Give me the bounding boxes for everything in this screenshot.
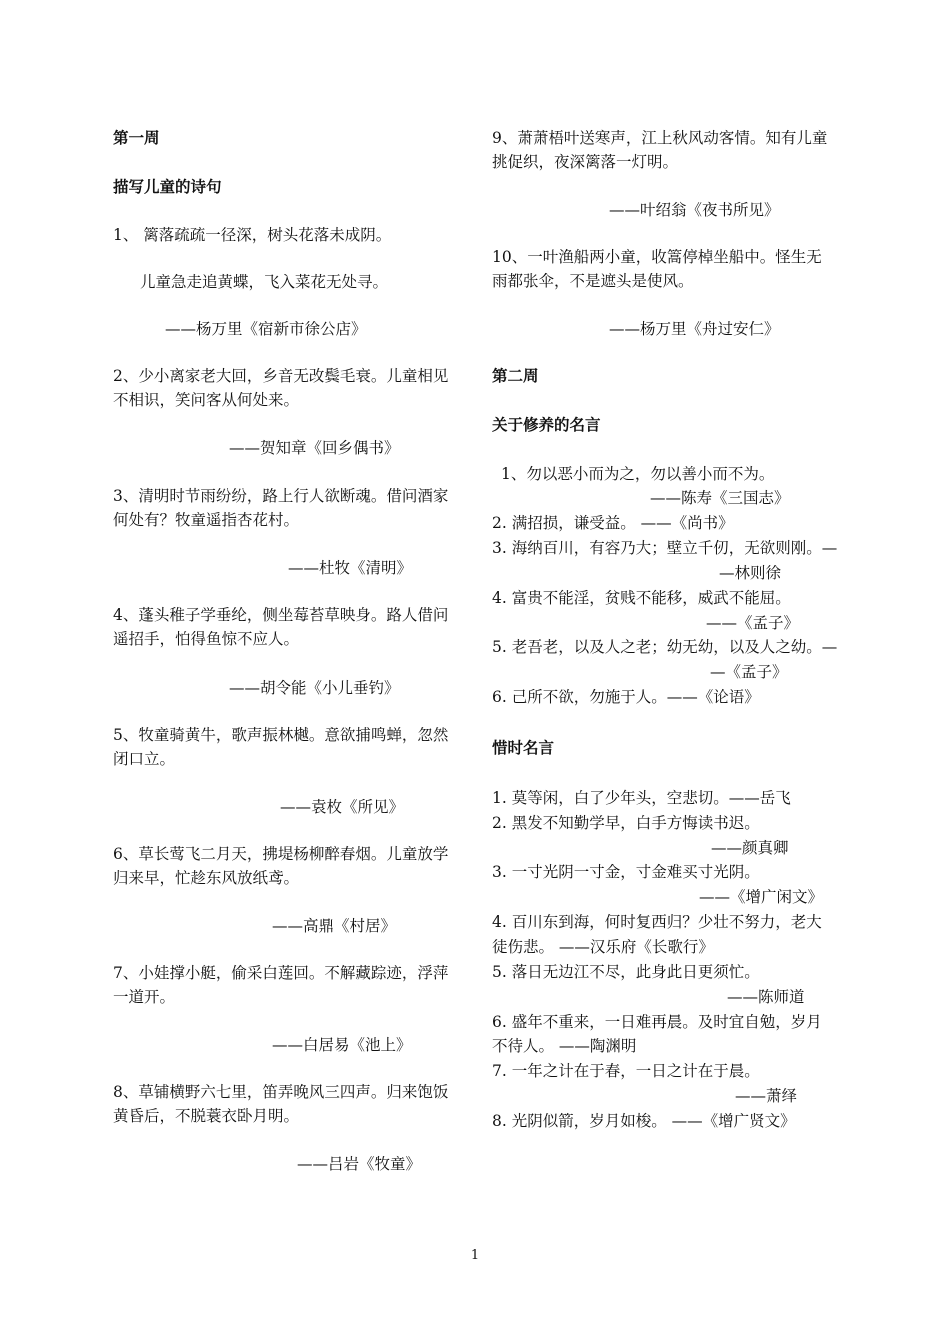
poem-6-line-1: 6、草长莺飞二月天，拂堤杨柳醉春烟。儿童放学 (113, 845, 449, 863)
poem-5-source: ——袁枚《所见》 (280, 798, 405, 816)
time-line-11: 不待人。 ——陶渊明 (492, 1037, 637, 1055)
poem-10-line-1: 10、一叶渔船两小童，收篙停棹坐船中。怪生无 (492, 248, 822, 266)
time-line-2: 2. 黑发不知勤学早，白手方悔读书迟。 (492, 814, 760, 832)
cultivation-quotes-heading: 关于修养的名言 (492, 416, 601, 434)
poem-7-line-1: 7、小娃撑小艇，偷采白莲回。不解藏踪迹，浮萍 (113, 964, 449, 982)
poem-4-line-2: 遥招手，怕得鱼惊不应人。 (113, 630, 300, 648)
poem-2-line-2: 不相识，笑问客从何处来。 (113, 391, 300, 409)
time-line-4: 3. 一寸光阴一寸金，寸金难买寸光阴。 (492, 863, 760, 881)
poem-8-source: ——吕岩《牧童》 (297, 1155, 422, 1173)
cultivation-line-10: 6. 己所不欲，勿施于人。——《论语》 (492, 688, 760, 706)
poem-3-source: ——杜牧《清明》 (288, 559, 413, 577)
time-line-1: 1. 莫等闲，白了少年头，空悲切。——岳飞 (492, 789, 791, 807)
poem-5-line-1: 5、牧童骑黄牛，歌声振林樾。意欲捕鸣蝉，忽然 (113, 726, 449, 744)
cultivation-line-3: 2. 满招损，谦受益。 ——《尚书》 (492, 514, 734, 532)
cultivation-line-4: 3. 海纳百川，有容乃大；壁立千仞，无欲则刚。— (492, 539, 838, 557)
poem-9-source: ——叶绍翁《夜书所见》 (609, 201, 780, 219)
time-line-6: 4. 百川东到海，何时复西归？少壮不努力，老大 (492, 913, 822, 931)
poem-9-line-2: 挑促织，夜深篱落一灯明。 (492, 153, 679, 171)
cultivation-line-8: 5. 老吾老，以及人之老；幼无幼，以及人之幼。— (492, 638, 838, 656)
poem-3-line-1: 3、清明时节雨纷纷，路上行人欲断魂。借问酒家 (113, 487, 449, 505)
poem-7-source: ——白居易《池上》 (272, 1036, 412, 1054)
time-line-5: ——《增广闲文》 (699, 888, 824, 906)
poem-1-line-1: 1、 篱落疏疏一径深，树头花落未成阴。 (113, 226, 392, 244)
poem-1-source: ——杨万里《宿新市徐公店》 (165, 320, 367, 338)
poem-5-line-2: 闭口立。 (113, 750, 176, 768)
children-poems-heading: 描写儿童的诗句 (113, 178, 222, 196)
poem-1-line-2: 儿童急走追黄蝶，飞入菜花无处寻。 (140, 273, 389, 291)
cultivation-line-2: ——陈寿《三国志》 (650, 489, 790, 507)
time-line-8: 5. 落日无边江不尽，此身此日更须忙。 (492, 963, 760, 981)
poem-7-line-2: 一道开。 (113, 988, 176, 1006)
time-line-12: 7. 一年之计在于春，一日之计在于晨。 (492, 1062, 760, 1080)
poem-10-line-2: 雨都张伞，不是遮头是使风。 (492, 272, 694, 290)
poem-8-line-1: 8、草铺横野六七里，笛弄晚风三四声。归来饱饭 (113, 1083, 449, 1101)
poem-2-line-1: 2、少小离家老大回，乡音无改鬓毛衰。儿童相见 (113, 367, 449, 385)
page-number: 1 (470, 1248, 480, 1263)
time-line-3: ——颜真卿 (711, 839, 789, 857)
week1-heading: 第一周 (113, 129, 160, 147)
poem-10-source: ——杨万里《舟过安仁》 (609, 320, 780, 338)
poem-3-line-2: 何处有？牧童遥指杏花村。 (113, 511, 300, 529)
cultivation-line-9: —《孟子》 (710, 663, 788, 681)
cultivation-line-5: —林则徐 (719, 564, 782, 582)
time-quotes-heading: 惜时名言 (492, 739, 555, 757)
time-line-10: 6. 盛年不重来，一日难再晨。及时宜自勉，岁月 (492, 1013, 822, 1031)
poem-9-line-1: 9、萧萧梧叶送寒声，江上秋风动客情。知有儿童 (492, 129, 828, 147)
poem-8-line-2: 黄昏后，不脱蓑衣卧月明。 (113, 1107, 300, 1125)
poem-6-source: ——高鼎《村居》 (272, 917, 397, 935)
poem-4-line-1: 4、蓬头稚子学垂纶，侧坐莓苔草映身。路人借问 (113, 606, 449, 624)
time-line-9: ——陈师道 (727, 988, 805, 1006)
time-line-13: ——萧绎 (735, 1087, 798, 1105)
cultivation-line-6: 4. 富贵不能淫，贫贱不能移，威武不能屈。 (492, 589, 791, 607)
cultivation-line-1: 1、勿以恶小而为之，勿以善小而不为。 (501, 465, 775, 483)
poem-6-line-2: 归来早，忙趁东风放纸鸢。 (113, 869, 300, 887)
poem-4-source: ——胡令能《小儿垂钓》 (229, 679, 400, 697)
poem-2-source: ——贺知章《回乡偶书》 (229, 439, 400, 457)
cultivation-line-7: ——《孟子》 (706, 614, 800, 632)
time-line-7: 徒伤悲。 ——汉乐府《长歌行》 (492, 938, 714, 956)
time-line-14: 8. 光阴似箭，岁月如梭。 ——《增广贤文》 (492, 1112, 796, 1130)
week2-heading: 第二周 (492, 367, 539, 385)
